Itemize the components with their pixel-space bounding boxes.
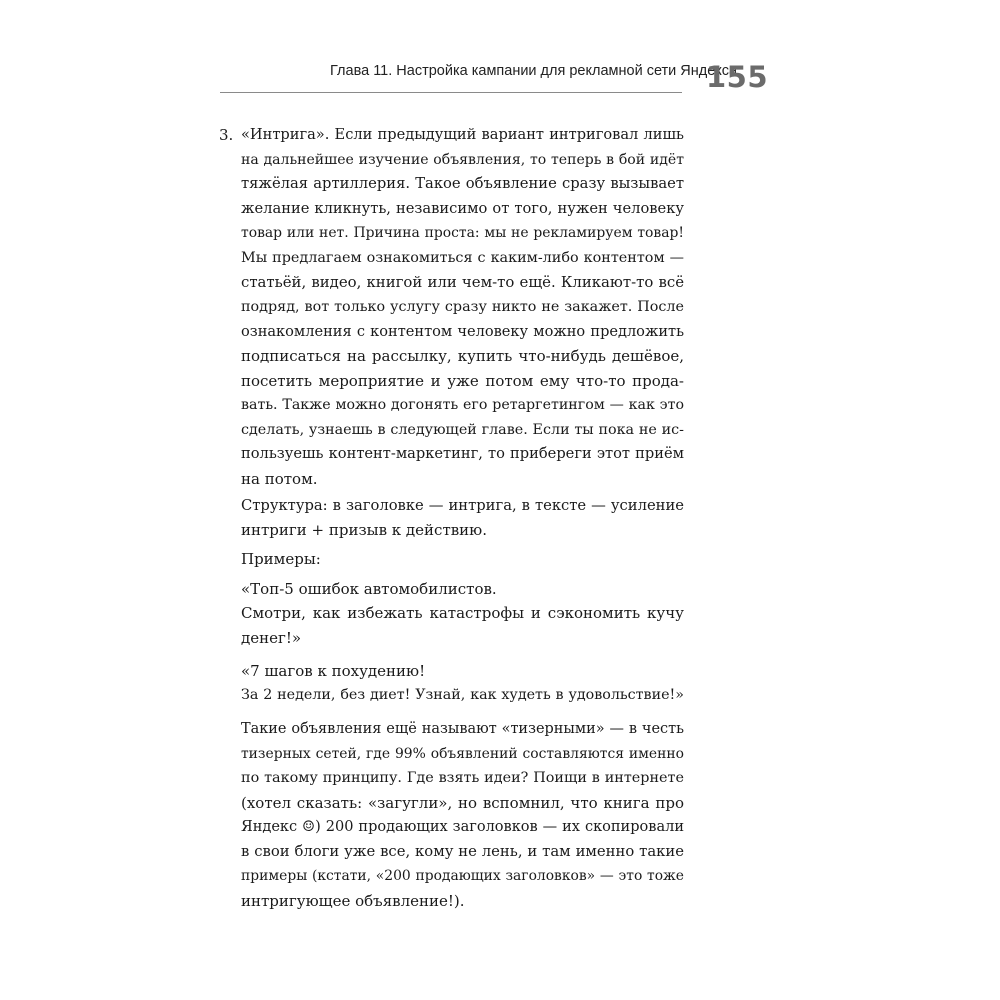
paragraph-line: на потом. [241,470,318,488]
example-line: «7 шагов к похудению! [241,662,426,680]
examples-label: Примеры: [241,550,321,568]
closing-line: Яндекс ☺) 200 продающих заголовков — их скопировали [241,819,684,835]
paragraph-line: тяжёлая артиллерия. Такое объявление сразу вызывает [241,175,684,192]
paragraph-line: на дальнейшее изучение объявления, то теперь в бой идёт [241,152,684,168]
list-item-number: 3. [219,126,234,144]
chapter-title: Глава 11. Настройка кампании для рекламной сети Яндекса [330,63,738,79]
paragraph-line: вать. Также можно догонять его ретаргетингом — как это [241,397,684,413]
closing-line: по такому принципу. Где взять идеи? Поищи в интернете [241,770,684,786]
paragraph-line: подряд, вот только услугу сразу никто не закажет. После [241,299,684,315]
page-header [0,0,1000,100]
closing-line: в свои блоги уже все, кому не лень, и там именно такие [241,843,684,860]
paragraph-line: ознакомления с контентом человеку можно предложить [241,323,684,340]
paragraph-line: «Интрига». Если предыдущий вариант интриговал лишь [241,126,684,143]
paragraph-line: Мы предлагаем ознакомиться с каким-либо контентом — [241,250,684,266]
structure-line: интриги + призыв к действию. [241,521,488,539]
paragraph-line: товар или нет. Причина проста: мы не рекламируем товар! [241,225,684,241]
paragraph-line: статьёй, видео, книгой или чем-то ещё. Кликают-то всё [241,273,684,291]
example-line: денег!» [241,629,302,647]
page-number: 155 [706,60,769,94]
closing-line: (хотел сказать: «загугли», но вспомнил, что книга про [241,794,684,812]
example-line: Смотри, как избежать катастрофы и сэкономить кучу [241,604,684,622]
closing-line: Такие объявления ещё называют «тизерными» — в честь [241,721,684,737]
closing-line: тизерных сетей, где 99% объявлений составляются именно [241,746,684,762]
structure-line: Структура: в заголовке — интрига, в тексте — усиление [241,497,684,514]
closing-line: интригующее объявление!). [241,892,465,910]
paragraph-line: пользуешь контент-маркетинг, то прибереги этот приём [241,445,684,462]
example-line: «Топ-5 ошибок автомобилистов. [241,580,497,598]
paragraph-line: желание кликнуть, независимо от того, нужен человеку [241,200,684,217]
closing-line: примеры (кстати, «200 продающих заголовков» — это тоже [241,868,684,884]
example-line: За 2 недели, без диет! Узнай, как худеть в удовольствие!» [241,687,684,703]
paragraph-line: подписаться на рассылку, купить что-нибудь дешёвое, [241,347,684,365]
header-rule [220,92,682,93]
paragraph-line: посетить мероприятие и уже потом ему что-то прода- [241,372,684,390]
paragraph-line: сделать, узнаешь в следующей главе. Если ты пока не ис- [241,422,684,438]
